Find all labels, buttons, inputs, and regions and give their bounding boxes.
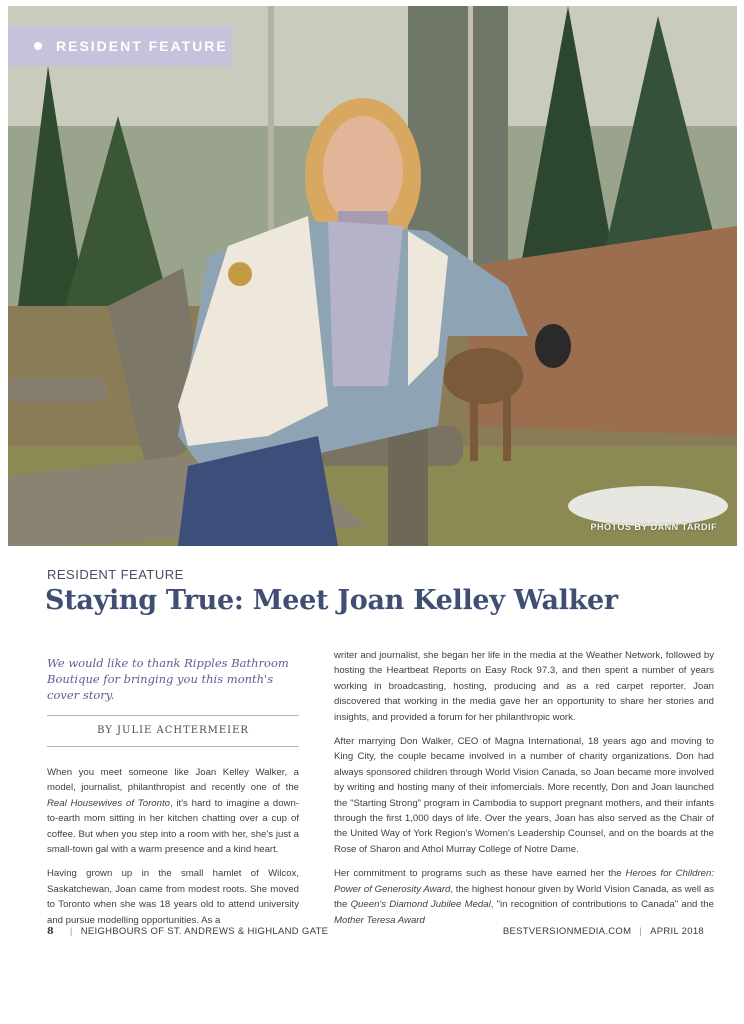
publication-name: NEIGHBOURS OF ST. ANDREWS & HIGHLAND GATE [80,926,329,937]
text: Her commitment to programs such as these have earned her the [334,868,626,880]
paragraph [47,765,299,857]
page-number: 8 [47,926,54,937]
separator: | [639,926,643,937]
paragraph: Having grown up in the small hamlet of Wilcox, Saskatchewan, Joan came from modest roots. She moved to Toronto when she was 18 years old to attend university and pursue modelling opportunities. As a [47,868,299,926]
bullet-icon [34,42,42,50]
paragraph: After marrying Don Walker, CEO of Magna International, 18 years ago and moving to King City, the couple became involved in a number of charity organizations. Don had always sponsored children through World Vision Canada, so Joan became more involved by writing and hosting many of their infomercials. More recently, Don and Joan launched the "Starting Strong" program in Cambodia to support pregnant mothers, and their infants through the first 1,000 days of life. Over the years, Joan has also served as the Chair of the United Way of York Region's Women's Leadership Counsel, and on the boards at the Rose of Sharon and Athol Murray College of Notre Dame. [334,736,714,855]
paragraph [334,866,714,928]
sponsor-thanks: We would like to thank Ripples Bathroom Boutique for bringing you this month's cover story. [47,656,289,702]
section-kicker: RESIDENT FEATURE [47,567,184,582]
text: , "in recognition of contributions to Canada" and the [490,899,714,911]
photo-illustration [8,6,737,546]
issue-date: APRIL 2018 [650,926,704,937]
paragraph: writer and journalist, she began her life in the media at the Weather Network, followed by hosting the Heartbeat Reports on Easy Rock 97.3, and then spent a number of years working in broadcasting, hosting, producing and as a red carpet reporter. Joan discovered that working in the media gave her an opportunity to share her stories and insights, and provided a forum for her philanthropic work. [334,650,714,723]
divider [47,715,299,716]
website: BESTVERSIONMEDIA.COM [502,926,632,937]
footer-left [47,926,328,937]
text: , the highest honour given by World Vision Canada, as well as the [334,883,714,911]
show-title: Real Housewives of Toronto [47,797,170,809]
award-name: Mother Teresa Award [334,914,425,926]
text: When you meet someone like Joan Kelley Walker, a model, journalist, philanthropist and recently one of the [47,767,299,794]
footer-right [503,926,704,937]
award-name: Queen's Diamond Jubilee Medal [350,899,491,911]
award-name: Heroes for Children: Power of Generosity Award [334,868,714,895]
right-column [334,648,714,937]
byline: BY JULIE ACHTERMEIER [97,725,249,736]
left-column [47,765,299,937]
divider [47,746,299,747]
separator: | [69,926,73,937]
tag-label: RESIDENT FEATURE [56,38,228,54]
photo-credit: PHOTOS BY DANN TARDIF [590,522,717,532]
resident-feature-tag [8,26,232,66]
text: , it's hard to imagine a down-to-earth mom sitting in her kitchen chatting over a cup of coffee. But when you step into a room with her, she's just a small-town gal with a warm presence and a kind heart. [47,797,299,856]
article-title: Staying True: Meet Joan Kelley Walker [45,585,618,616]
cover-photo [8,6,737,546]
